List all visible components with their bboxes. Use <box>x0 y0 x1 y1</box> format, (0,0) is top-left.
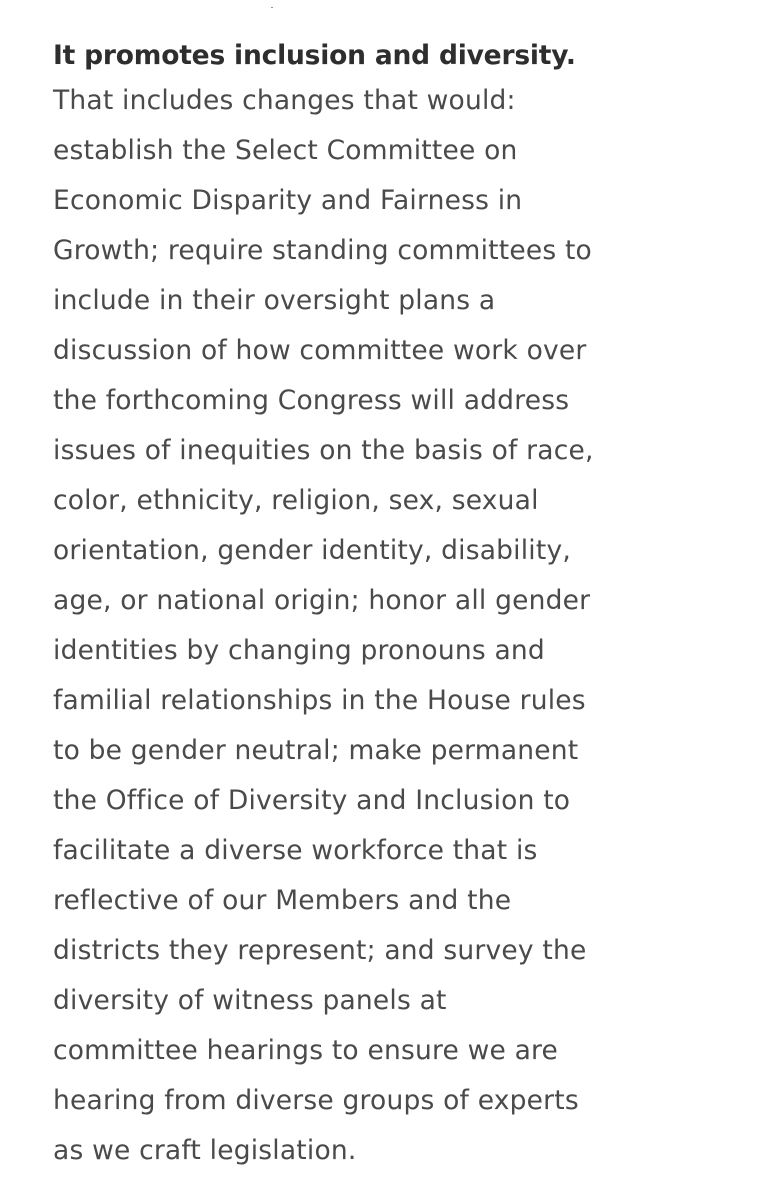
paragraph-line: color, ethnicity, religion, sex, sexual <box>53 485 539 516</box>
paragraph-line: the Office of Diversity and Inclusion to <box>53 785 571 816</box>
paragraph-line: reflective of our Members and the <box>53 885 512 916</box>
paragraph-line: identities by changing pronouns and <box>53 635 545 666</box>
paragraph-line: discussion of how committee work over <box>53 335 587 366</box>
paragraph-line: That includes changes that would: <box>53 85 516 116</box>
paragraph-line: familial relationships in the House rules <box>53 685 586 716</box>
paragraph-line: as we craft legislation. <box>53 1135 357 1166</box>
paragraph-line: issues of inequities on the basis of race, <box>53 435 594 466</box>
paragraph-line: Economic Disparity and Fairness in <box>53 185 523 216</box>
section-heading: It promotes inclusion and diversity. <box>53 40 576 71</box>
paragraph-line: the forthcoming Congress will address <box>53 385 570 416</box>
paragraph-line: to be gender neutral; make permanent <box>53 735 579 766</box>
paragraph-line: include in their oversight plans a <box>53 285 496 316</box>
paragraph-line: districts they represent; and survey the <box>53 935 587 966</box>
paragraph-line: diversity of witness panels at <box>53 985 447 1016</box>
previous-line-remnant <box>53 0 753 8</box>
paragraph-line: Growth; require standing committees to <box>53 235 592 266</box>
paragraph-line: facilitate a diverse workforce that is <box>53 835 538 866</box>
paragraph-line: age, or national origin; honor all gender <box>53 585 591 616</box>
section-paragraph <box>53 76 727 1176</box>
paragraph-line: hearing from diverse groups of experts <box>53 1085 579 1116</box>
paragraph-line: establish the Select Committee on <box>53 135 518 166</box>
paragraph-line: orientation, gender identity, disability, <box>53 535 571 566</box>
paragraph-line: committee hearings to ensure we are <box>53 1035 559 1066</box>
